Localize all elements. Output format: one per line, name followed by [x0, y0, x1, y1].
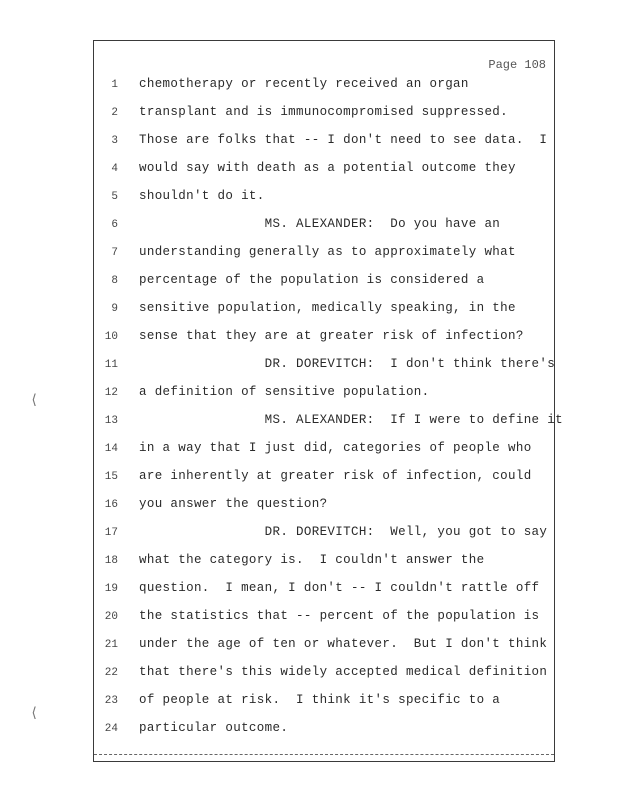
transcript-line-16 — [94, 496, 554, 516]
footer-rule — [94, 754, 554, 755]
line-text: question. I mean, I don't -- I couldn't rattle off — [139, 581, 540, 595]
line-number: 3 — [111, 135, 118, 147]
line-text: sense that they are at greater risk of infection? — [139, 329, 524, 343]
transcript-line-9 — [94, 300, 554, 320]
transcript-line-18 — [94, 552, 554, 572]
line-number: 15 — [104, 471, 118, 483]
line-text: MS. ALEXANDER: Do you have an — [139, 217, 501, 231]
transcript-line-11 — [94, 356, 554, 376]
transcript-line-7 — [94, 244, 554, 264]
line-text: DR. DOREVITCH: I don't think there's — [139, 357, 556, 371]
line-number: 10 — [104, 331, 118, 343]
transcript-line-20 — [94, 608, 554, 628]
transcript-line-4 — [94, 160, 554, 180]
line-number: 13 — [104, 415, 118, 427]
transcript-line-21 — [94, 636, 554, 656]
line-number: 24 — [104, 723, 118, 735]
line-number: 7 — [111, 247, 118, 259]
transcript-line-15 — [94, 468, 554, 488]
transcript-line-17 — [94, 524, 554, 544]
line-number: 22 — [104, 667, 118, 679]
line-text: DR. DOREVITCH: Well, you got to say — [139, 525, 548, 539]
line-number: 18 — [104, 555, 118, 567]
transcript-line-6 — [94, 216, 554, 236]
transcript-line-22 — [94, 664, 554, 684]
transcript-line-1 — [94, 76, 554, 96]
transcript-line-23 — [94, 692, 554, 712]
line-text: a definition of sensitive population. — [139, 385, 430, 399]
margin-scan-mark: ⟨ — [30, 706, 39, 722]
line-text: shouldn't do it. — [139, 189, 265, 203]
line-number: 4 — [111, 163, 118, 175]
line-number: 23 — [104, 695, 118, 707]
line-number: 19 — [104, 583, 118, 595]
line-text: chemotherapy or recently received an organ — [139, 77, 469, 91]
line-text: are inherently at greater risk of infection, could — [139, 469, 532, 483]
transcript-line-14 — [94, 440, 554, 460]
transcript-line-19 — [94, 580, 554, 600]
line-number: 9 — [111, 303, 118, 315]
line-number: 16 — [104, 499, 118, 511]
line-number: 5 — [111, 191, 118, 203]
line-text: transplant and is immunocompromised suppressed. — [139, 105, 509, 119]
line-number: 8 — [111, 275, 118, 287]
line-text: Those are folks that -- I don't need to see data. I — [139, 133, 548, 147]
line-number: 14 — [104, 443, 118, 455]
line-number: 2 — [111, 107, 118, 119]
line-text: of people at risk. I think it's specific to a — [139, 693, 501, 707]
line-text: percentage of the population is considered a — [139, 273, 485, 287]
line-text: would say with death as a potential outcome they — [139, 161, 516, 175]
transcript-line-24 — [94, 720, 554, 740]
margin-scan-mark: ⟨ — [30, 393, 39, 409]
transcript-line-3 — [94, 132, 554, 152]
transcript-line-8 — [94, 272, 554, 292]
line-text: what the category is. I couldn't answer the — [139, 553, 485, 567]
line-number: 1 — [111, 79, 118, 91]
line-number: 6 — [111, 219, 118, 231]
line-text: in a way that I just did, categories of people who — [139, 441, 532, 455]
transcript-line-10 — [94, 328, 554, 348]
line-text: sensitive population, medically speaking, in the — [139, 301, 516, 315]
page-number: Page 108 — [488, 58, 546, 72]
line-number: 20 — [104, 611, 118, 623]
line-text: the statistics that -- percent of the population is — [139, 609, 540, 623]
line-number: 17 — [104, 527, 118, 539]
transcript-line-5 — [94, 188, 554, 208]
transcript-line-12 — [94, 384, 554, 404]
line-text: particular outcome. — [139, 721, 289, 735]
line-number: 11 — [104, 359, 118, 371]
transcript-line-13 — [94, 412, 563, 432]
line-text: that there's this widely accepted medical definition — [139, 665, 548, 679]
transcript-page — [93, 40, 563, 762]
line-text: understanding generally as to approximately what — [139, 245, 516, 259]
line-number: 21 — [104, 639, 118, 651]
line-text: under the age of ten or whatever. But I don't think — [139, 637, 548, 651]
line-text: you answer the question? — [139, 497, 328, 511]
line-number: 12 — [104, 387, 118, 399]
line-text: MS. ALEXANDER: If I were to define it — [139, 413, 563, 427]
transcript-line-2 — [94, 104, 554, 124]
